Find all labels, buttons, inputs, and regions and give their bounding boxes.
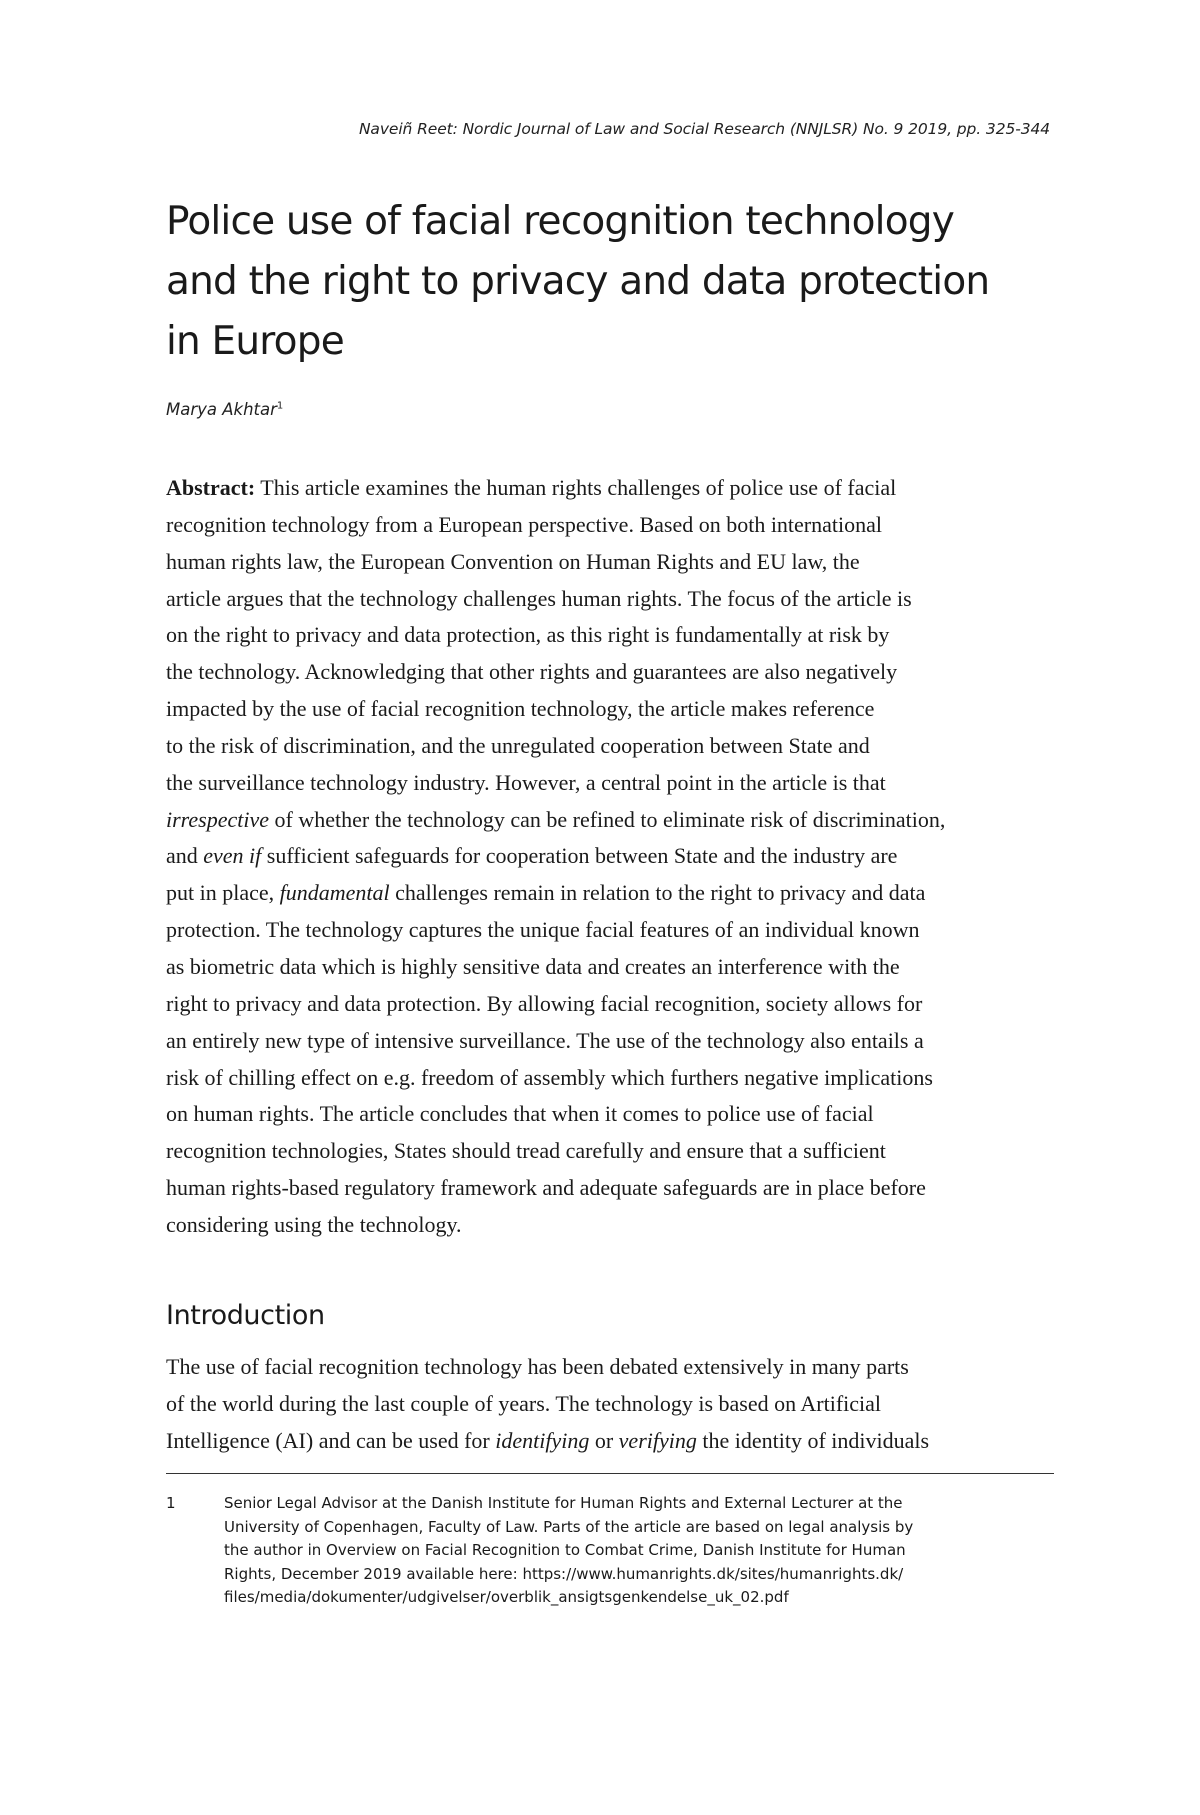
- body-line: of the world during the last couple of years. The technology is based on Artificial: [166, 1391, 882, 1416]
- abstract-line: on human rights. The article concludes that when it comes to police use of facial: [166, 1101, 874, 1127]
- abstract-line: impacted by the use of facial recognition technology, the article makes reference: [166, 696, 875, 722]
- abstract-line: [166, 802, 1046, 839]
- body-text: the identity of individuals: [696, 1428, 930, 1453]
- emphasis: even if: [203, 843, 262, 869]
- emphasis: verifying: [618, 1428, 697, 1453]
- title-line: and the right to privacy and data protection: [166, 259, 990, 304]
- footnote-number: 1: [166, 1494, 176, 1512]
- abstract-text: This article examines the human rights challenges of police use of facial: [255, 475, 897, 500]
- author-name: Marya Akhtar: [166, 400, 277, 419]
- abstract-line: human rights law, the European Convention on Human Rights and EU law, the: [166, 548, 860, 574]
- abstract-line: to the risk of discrimination, and the unregulated cooperation between State and: [166, 732, 870, 758]
- abstract-text: of whether the technology can be refined to eliminate risk of discrimination,: [269, 806, 946, 832]
- body-text: or: [589, 1428, 619, 1453]
- section-heading-introduction: Introduction: [166, 1300, 325, 1331]
- footnote-line: University of Copenhagen, Faculty of Law. Parts of the article are based on legal analysis by: [224, 1517, 914, 1536]
- title-line: Police use of facial recognition technology: [166, 199, 954, 244]
- abstract-line: an entirely new type of intensive surveillance. The use of the technology also entails a: [166, 1027, 924, 1053]
- abstract-text: put in place,: [166, 880, 280, 906]
- abstract: [166, 470, 1046, 1244]
- footnote-divider: [166, 1473, 1054, 1474]
- journal-header: Naveiñ Reet: Nordic Journal of Law and Social Research (NNJLSR) No. 9 2019, pp. 325-344: [358, 120, 1050, 138]
- abstract-line: on the right to privacy and data protection, as this right is fundamentally at risk by: [166, 622, 890, 648]
- body-line: [166, 1422, 1046, 1459]
- abstract-line: recognition technologies, States should tread carefully and ensure that a sufficient: [166, 1138, 886, 1164]
- abstract-line: the technology. Acknowledging that other rights and guarantees are also negatively: [166, 659, 898, 685]
- footnote-text: [224, 1492, 1056, 1610]
- abstract-line: right to privacy and data protection. By allowing facial recognition, society allows for: [166, 990, 923, 1016]
- title-line: in Europe: [166, 319, 344, 364]
- footnote-line: Senior Legal Advisor at the Danish Institute for Human Rights and External Lecturer at the: [224, 1494, 903, 1512]
- author-footnote-mark: 1: [276, 400, 284, 412]
- footnote-line: files/media/dokumenter/udgivelser/overblik_ansigtsgenkendelse_uk_02.pdf: [224, 1588, 789, 1606]
- abstract-text: challenges remain in relation to the right to privacy and data: [389, 880, 926, 906]
- emphasis: identifying: [495, 1428, 590, 1453]
- abstract-line: [166, 470, 1046, 507]
- body-line: The use of facial recognition technology has been debated extensively in many parts: [166, 1354, 909, 1379]
- author-byline: [166, 400, 283, 419]
- abstract-line: [166, 875, 1046, 912]
- footnote-line: the author in Overview on Facial Recognition to Combat Crime, Danish Institute for Human: [224, 1541, 906, 1559]
- footnote-line: Rights, December 2019 available here: https://www.humanrights.dk/sites/humanrights.dk/: [224, 1564, 904, 1583]
- abstract-line: the surveillance technology industry. However, a central point in the article is that: [166, 769, 886, 795]
- abstract-text: sufficient safeguards for cooperation between State and the industry are: [261, 843, 898, 869]
- emphasis: fundamental: [279, 880, 390, 906]
- abstract-line: human rights-based regulatory framework and adequate safeguards are in place before: [166, 1175, 926, 1201]
- abstract-line: risk of chilling effect on e.g. freedom of assembly which furthers negative implications: [166, 1064, 933, 1090]
- body-text: Intelligence (AI) and can be used for: [166, 1428, 496, 1453]
- abstract-line: [166, 838, 1046, 875]
- abstract-line: article argues that the technology challenges human rights. The focus of the article is: [166, 585, 912, 611]
- introduction-body: [166, 1348, 1046, 1459]
- abstract-line: as biometric data which is highly sensitive data and creates an interference with the: [166, 953, 900, 979]
- abstract-line: considering using the technology.: [166, 1211, 462, 1237]
- abstract-line: recognition technology from a European perspective. Based on both international: [166, 511, 882, 537]
- abstract-text: and: [166, 843, 204, 869]
- article-title: [166, 192, 1066, 372]
- emphasis: irrespective: [166, 806, 270, 832]
- abstract-label: Abstract:: [166, 475, 256, 500]
- abstract-line: protection. The technology captures the unique facial features of an individual known: [166, 917, 920, 943]
